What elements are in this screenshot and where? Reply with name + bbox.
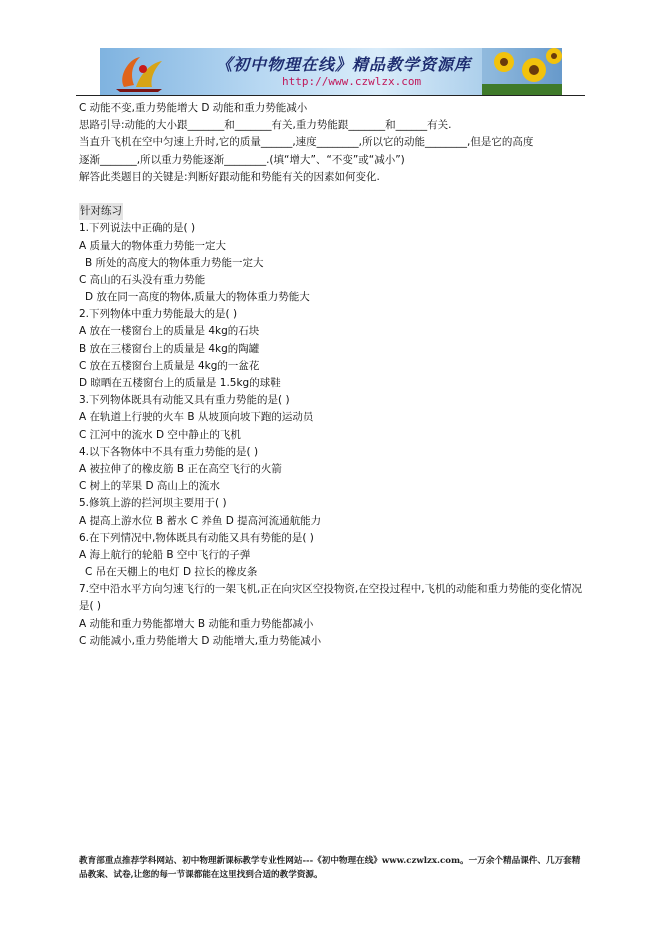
section-heading: 针对练习 xyxy=(79,203,123,220)
site-logo-icon xyxy=(110,51,170,93)
option-line: C 动能不变,重力势能增大 D 动能和重力势能减小 xyxy=(79,102,308,114)
question-line: 5.修筑上游的拦河坝主要用于( ) xyxy=(79,497,227,510)
option-line: D 晾晒在五楼窗台上的质量是 1.5kg的球鞋 xyxy=(79,377,281,389)
option-line: C 放在五楼窗台上质量是 4kg的一盆花 xyxy=(79,359,260,372)
option-line: A 动能和重力势能都增大 B 动能和重力势能都减小 xyxy=(79,617,314,630)
header-divider xyxy=(76,95,585,96)
header-banner xyxy=(100,48,562,95)
option-line: C 树上的苹果 D 高山上的流水 xyxy=(79,480,220,493)
blank-line xyxy=(79,186,589,203)
option-line: C 江河中的流水 D 空中静止的飞机 xyxy=(79,428,241,441)
option-line: A 质量大的物体重力势能一定大 xyxy=(79,239,227,252)
page-footer: 教育部重点推荐学科网站、初中物理新课标教学专业性网站---《初中物理在线》www.czwlzx.com。一万余个精品课件、几万套精品教案、试卷,让您的每一节课都能在这里找到合适的教学资源。 xyxy=(79,856,581,880)
sunflower-icon xyxy=(482,48,562,95)
guide-line: 解答此类题目的关键是:判断好跟动能和势能有关的因素如何变化. xyxy=(79,170,380,183)
option-line: C 吊在天棚上的电灯 D 拉长的橡皮条 xyxy=(85,566,258,579)
question-line: 1.下列说法中正确的是( ) xyxy=(79,222,196,235)
guide-line: 思路引导:动能的大小跟_______和_______有关,重力势能跟_______和______有关. xyxy=(79,119,452,132)
option-line: A 被拉伸了的橡皮筋 B 正在高空飞行的火箭 xyxy=(79,462,282,475)
site-url[interactable]: http://www.czwlzx.com xyxy=(282,75,422,88)
option-line: C 动能减小,重力势能增大 D 动能增大,重力势能减小 xyxy=(79,634,322,647)
option-line: D 放在同一高度的物体,质量大的物体重力势能大 xyxy=(85,291,310,304)
guide-line: 逐渐_______,所以重力势能逐渐________.(填“增大”、“不变”或“减小”) xyxy=(79,153,405,166)
option-line: B 放在三楼窗台上的质量是 4kg的陶罐 xyxy=(79,342,260,355)
guide-line: 当直升飞机在空中匀速上升时,它的质量______,速度________,所以它的动能________,但是它的高度 xyxy=(79,136,534,149)
option-line: A 放在一楼窗台上的质量是 4kg的石块 xyxy=(79,325,260,338)
question-line: 4.以下各物体中不具有重力势能的是( ) xyxy=(79,445,259,458)
question-line: 2.下列物体中重力势能最大的是( ) xyxy=(79,308,238,321)
option-line: A 海上航行的轮船 B 空中飞行的子弹 xyxy=(79,548,251,561)
question-line: 3.下列物体既具有动能又具有重力势能的是( ) xyxy=(79,394,290,407)
site-name: 《初中物理在线》精品教学资源库 xyxy=(216,55,472,74)
option-line: C 高山的石头没有重力势能 xyxy=(79,273,206,286)
question-line: 6.在下列情况中,物体既具有动能又具有势能的是( ) xyxy=(79,531,314,544)
option-line: B 所处的高度大的物体重力势能一定大 xyxy=(85,256,264,269)
document-body xyxy=(79,100,589,650)
option-line: A 在轨道上行驶的火车 B 从坡顶向坡下跑的运动员 xyxy=(79,411,314,424)
question-line: 7.空中沿水平方向匀速飞行的一架飞机,正在向灾区空投物资,在空投过程中,飞机的动能和重力势能的变化情况是( ) xyxy=(79,583,583,613)
option-line: A 提高上游水位 B 蓄水 C 养鱼 D 提高河流通航能力 xyxy=(79,514,322,527)
